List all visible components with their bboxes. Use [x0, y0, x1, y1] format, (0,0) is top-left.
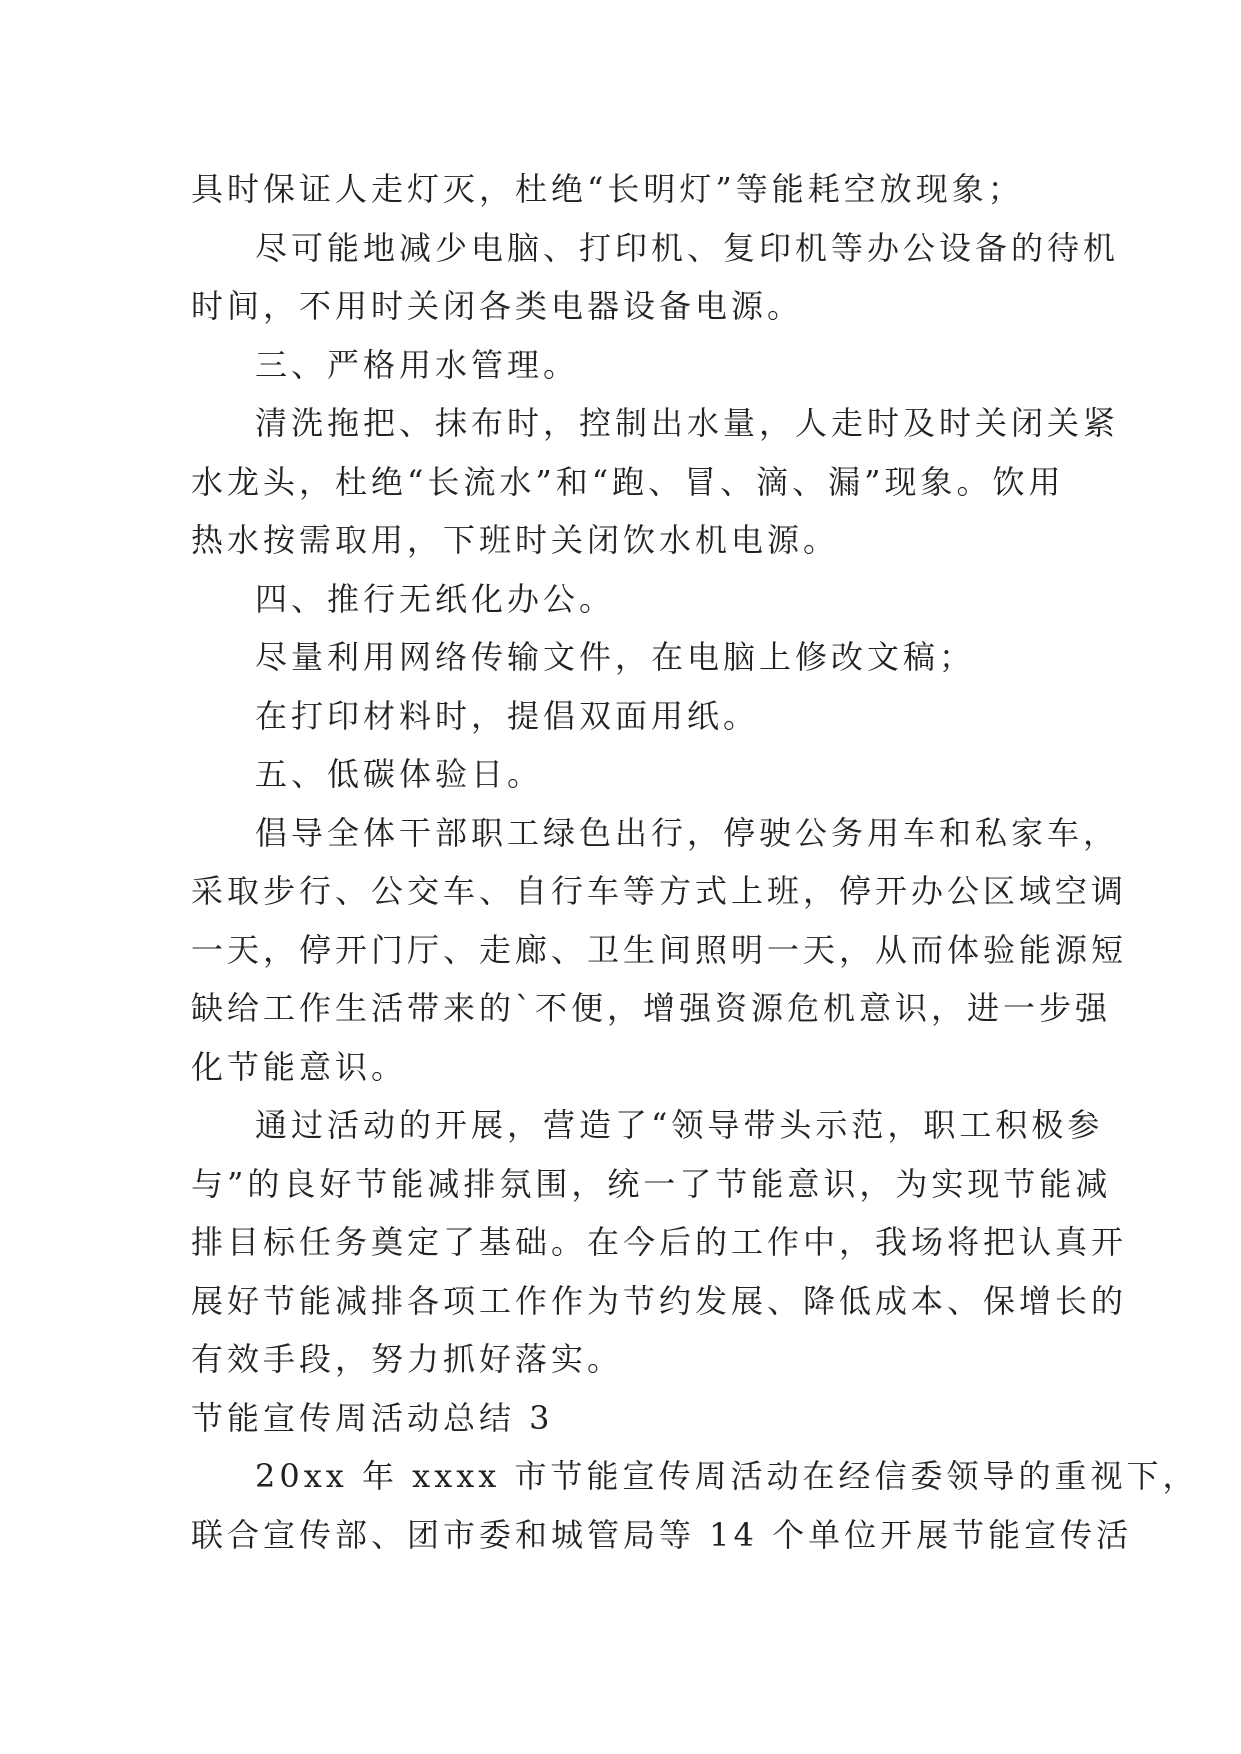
text-line: 在打印材料时，提倡双面用纸。	[255, 696, 760, 735]
text-line: 有效手段，努力抓好落实。	[191, 1340, 624, 1378]
text-line: 排目标任务奠定了基础。在今后的工作中，我场将把认真开	[191, 1223, 1128, 1261]
text-line: 倡导全体干部职工绿色出行，停驶公务用车和私家车，	[255, 813, 1120, 852]
section-heading: 四、推行无纸化办公。	[255, 579, 616, 618]
document-body	[191, 160, 1199, 1564]
text-line: 尽量利用网络传输文件，在电脑上修改文稿；	[255, 638, 976, 676]
text-line: 展好节能减排各项工作作为节约发展、降低成本、保增长的	[191, 1281, 1128, 1320]
text-line: 一天，停开门厅、走廊、卫生间照明一天，从而体验能源短	[191, 930, 1128, 969]
text-line: 联合宣传部、团市委和城管局等 14 个单位开展节能宣传活	[191, 1515, 1133, 1554]
text-line: 热水按需取用，下班时关闭饮水机电源。	[191, 521, 840, 559]
text-line: 时间，不用时关闭各类电器设备电源。	[191, 287, 804, 325]
text-line: 与”的良好节能减排氛围，统一了节能意识，为实现节能减	[191, 1164, 1112, 1203]
text-line: 缺给工作生活带来的`不便，增强资源危机意识，进一步强	[191, 989, 1112, 1027]
text-line: 具时保证人走灯灭，杜绝“长明灯”等能耗空放现象；	[191, 170, 1024, 208]
section-heading: 三、严格用水管理。	[255, 345, 580, 384]
text-line: 20xx 年 xxxx 市节能宣传周活动在经信委领导的重视下，	[255, 1457, 1199, 1495]
section-title: 节能宣传周活动总结 3	[191, 1398, 554, 1437]
text-line: 尽可能地减少电脑、打印机、复印机等办公设备的待机	[255, 228, 1120, 267]
section-heading: 五、低碳体验日。	[255, 755, 544, 793]
text-line: 清洗拖把、抹布时，控制出水量，人走时及时关闭关紧	[255, 404, 1120, 442]
text-line: 采取步行、公交车、自行车等方式上班，停开办公区域空调	[191, 872, 1128, 910]
text-line: 化节能意识。	[191, 1047, 408, 1086]
text-line: 通过活动的开展，营造了“领导带头示范，职工积极参	[255, 1106, 1104, 1144]
text-line: 水龙头，杜绝“长流水”和“跑、冒、滴、漏”现象。饮用	[191, 462, 1065, 501]
